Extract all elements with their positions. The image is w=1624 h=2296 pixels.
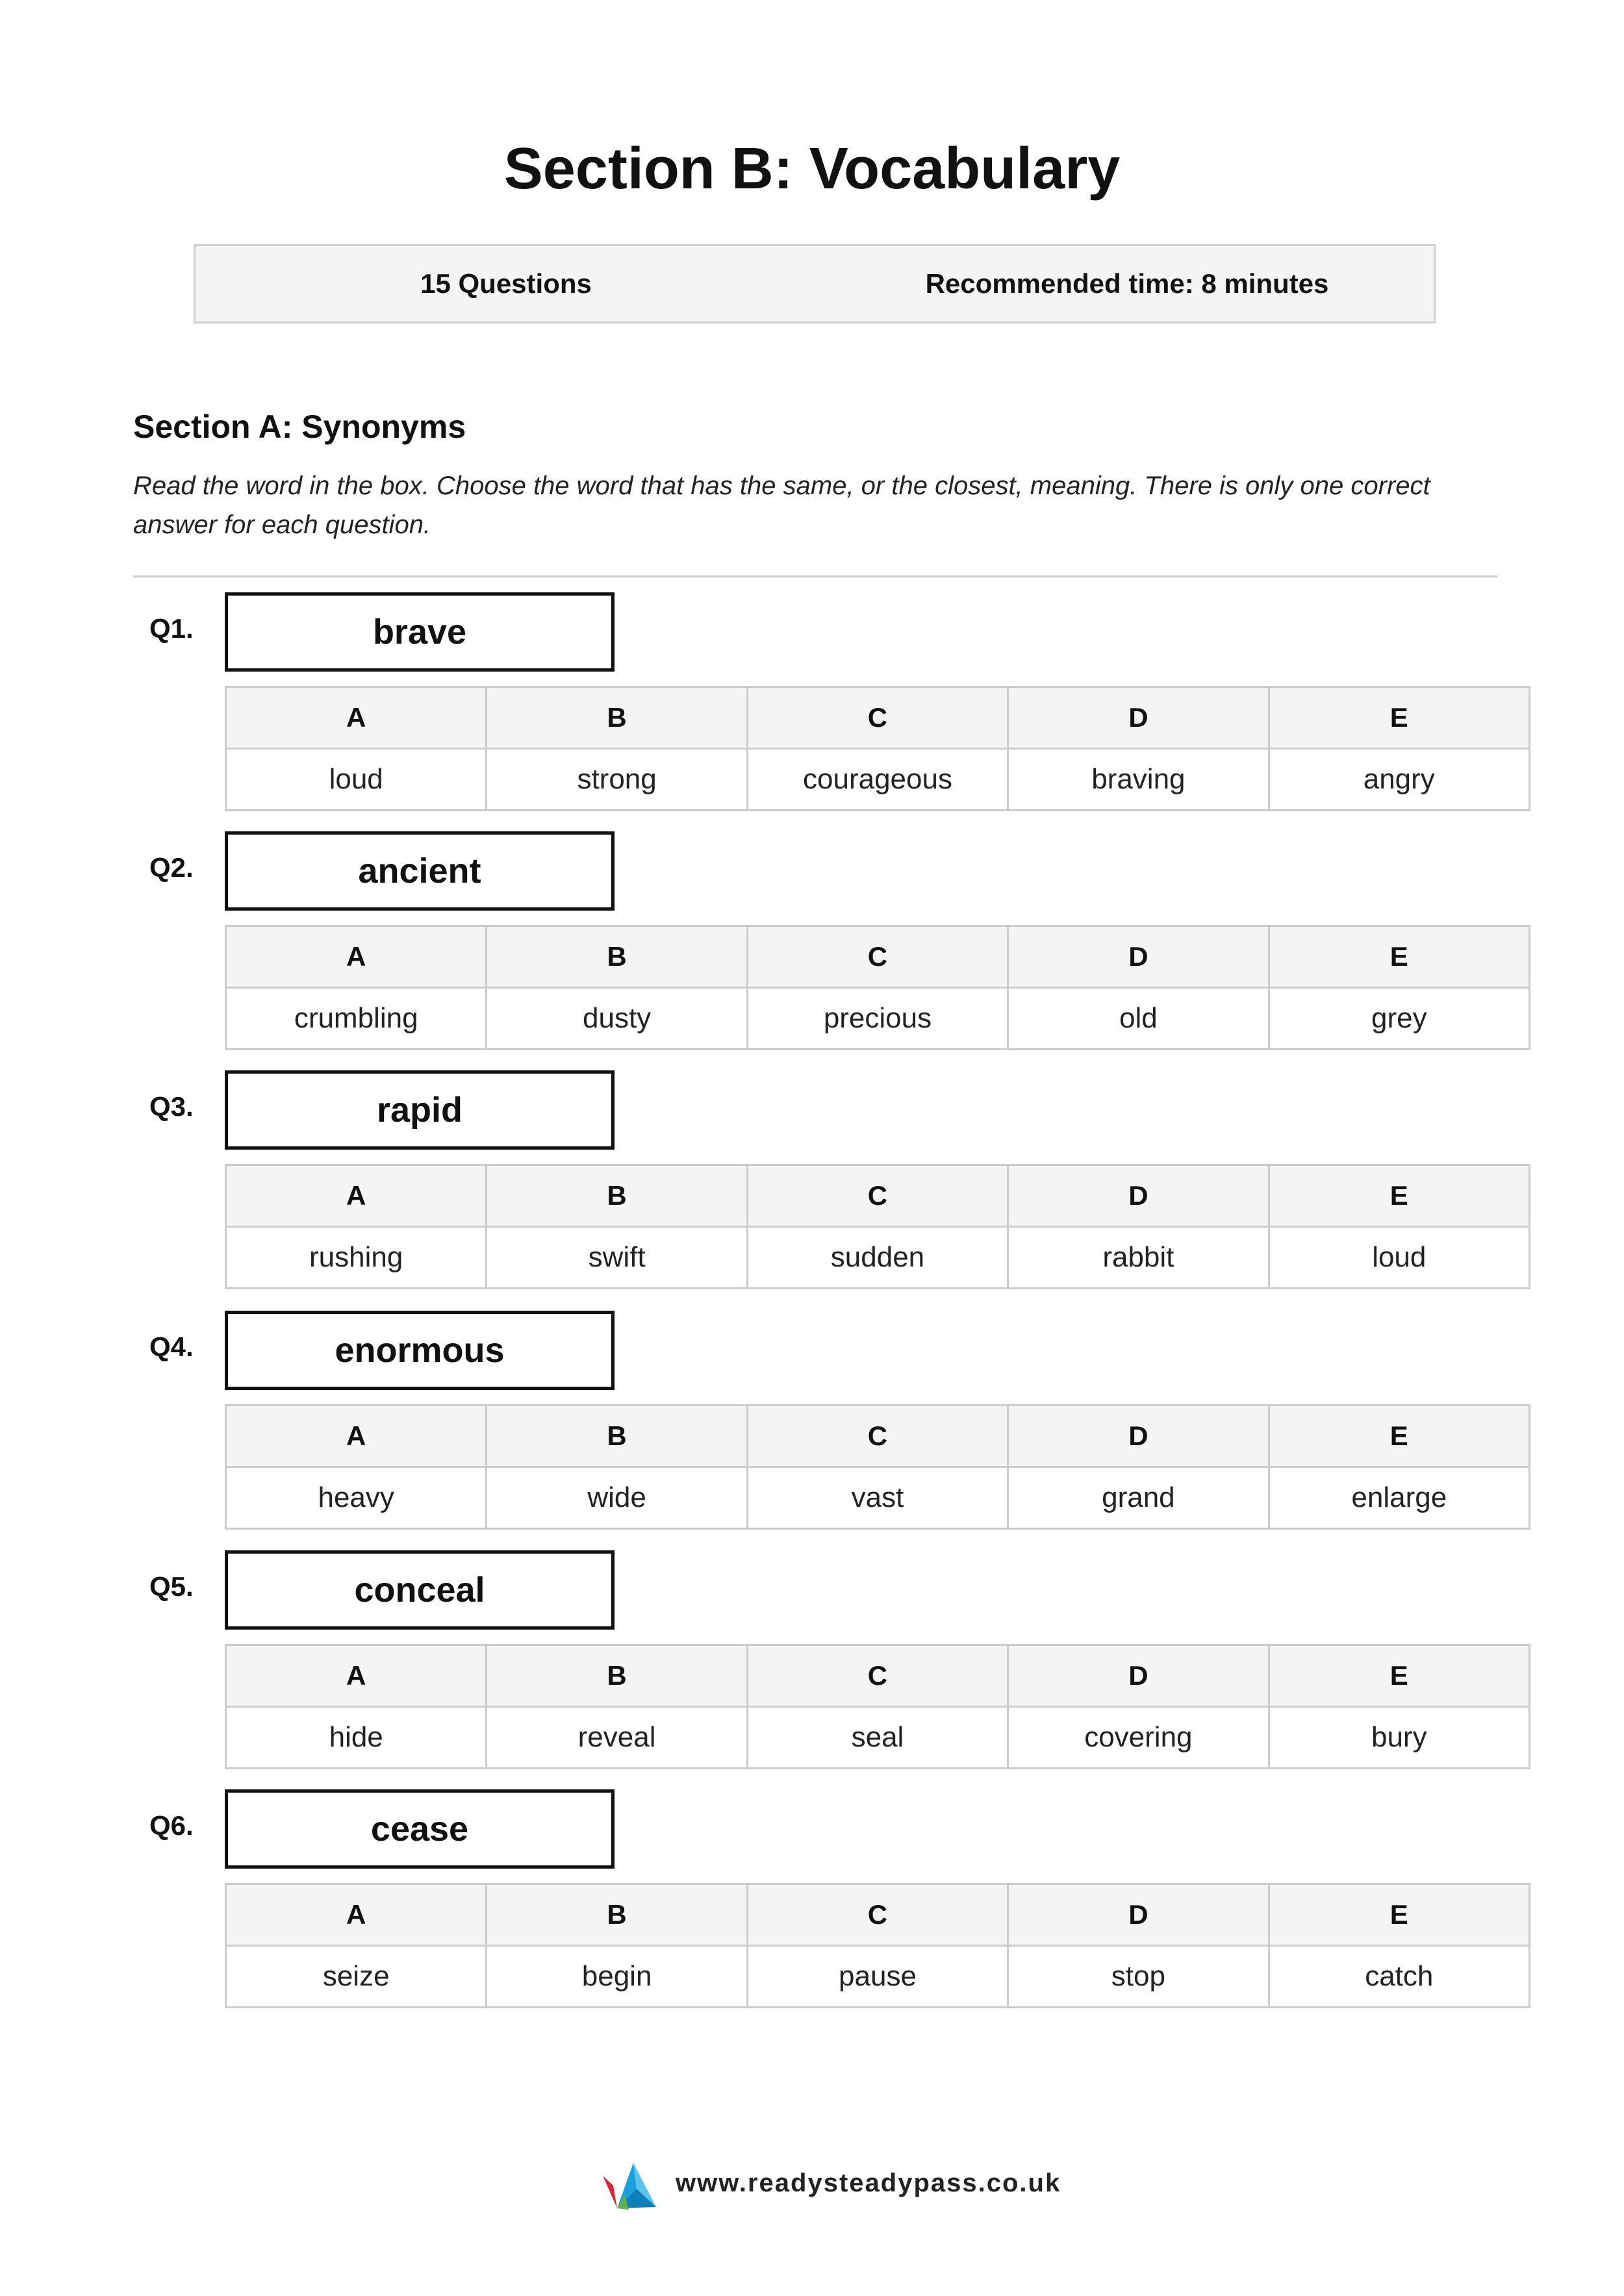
answer-option-b[interactable]: swift	[487, 1227, 747, 1289]
answer-option-c[interactable]: seal	[747, 1707, 1008, 1769]
answer-options-table	[225, 1644, 1530, 1769]
option-letter: C	[747, 1884, 1008, 1946]
option-letter: A	[226, 1645, 487, 1707]
answer-option-a[interactable]: heavy	[226, 1467, 487, 1529]
option-letter: B	[487, 1165, 747, 1227]
option-letter: C	[747, 1645, 1008, 1707]
page-title: Section B: Vocabulary	[503, 136, 1121, 201]
target-word-box: cease	[225, 1789, 615, 1869]
answer-option-d[interactable]: stop	[1008, 1946, 1269, 2008]
answer-options-table	[225, 1883, 1530, 2008]
option-letter: B	[487, 1884, 747, 1946]
question-3	[0, 1070, 1624, 1291]
option-letter: D	[1008, 926, 1269, 988]
crane-head-red	[603, 2176, 617, 2208]
option-letter: A	[226, 1884, 487, 1946]
answer-option-b[interactable]: begin	[487, 1946, 747, 2008]
answer-option-c[interactable]: courageous	[747, 749, 1008, 811]
answer-options-table	[225, 686, 1530, 811]
option-letter: C	[747, 1406, 1008, 1467]
question-label: Q6.	[149, 1810, 194, 1841]
instructions: Read the word in the box. Choose the word that has the same, or the closest, meaning. There is only one correct answer for each question.	[133, 472, 1430, 539]
answer-option-c[interactable]: precious	[747, 988, 1008, 1050]
answer-option-d[interactable]: covering	[1008, 1707, 1269, 1769]
answer-option-e[interactable]: grey	[1269, 988, 1529, 1050]
option-letter: E	[1269, 687, 1529, 749]
option-letter: B	[487, 926, 747, 988]
option-letter: E	[1269, 926, 1529, 988]
answer-option-e[interactable]: catch	[1269, 1946, 1529, 2008]
option-letter: A	[226, 926, 487, 988]
option-letter: A	[226, 1165, 487, 1227]
target-word-box: rapid	[225, 1070, 615, 1150]
answer-option-d[interactable]: braving	[1008, 749, 1269, 811]
option-letter: E	[1269, 1645, 1529, 1707]
target-word-box: conceal	[225, 1550, 615, 1630]
target-word-box: ancient	[225, 831, 615, 911]
answer-option-a[interactable]: crumbling	[226, 988, 487, 1050]
answer-option-d[interactable]: rabbit	[1008, 1227, 1269, 1289]
option-letter: C	[747, 926, 1008, 988]
answer-option-b[interactable]: wide	[487, 1467, 747, 1529]
answer-option-a[interactable]: hide	[226, 1707, 487, 1769]
origami-crane-icon	[598, 2150, 663, 2215]
divider	[133, 575, 1497, 577]
question-count: 15 Questions	[420, 268, 592, 299]
info-box	[194, 244, 1436, 323]
answer-option-a[interactable]: rushing	[226, 1227, 487, 1289]
answer-option-e[interactable]: bury	[1269, 1707, 1529, 1769]
answer-options-table	[225, 1404, 1530, 1530]
question-label: Q5.	[149, 1571, 194, 1602]
answer-option-e[interactable]: enlarge	[1269, 1467, 1529, 1529]
option-letter: D	[1008, 1884, 1269, 1946]
option-letter: C	[747, 1165, 1008, 1227]
question-label: Q1.	[149, 613, 194, 644]
target-word-box: enormous	[225, 1311, 615, 1390]
question-1	[0, 592, 1624, 813]
answer-option-d[interactable]: old	[1008, 988, 1269, 1050]
answer-option-b[interactable]: reveal	[487, 1707, 747, 1769]
option-letter: B	[487, 1406, 747, 1467]
answer-option-a[interactable]: loud	[226, 749, 487, 811]
target-word-box: brave	[225, 592, 615, 672]
option-letter: A	[226, 687, 487, 749]
question-label: Q4.	[149, 1331, 194, 1362]
option-letter: E	[1269, 1884, 1529, 1946]
option-letter: D	[1008, 1406, 1269, 1467]
footer	[598, 2150, 1061, 2215]
answer-options-table	[225, 1164, 1530, 1289]
answer-options-table	[225, 925, 1530, 1050]
question-label: Q2.	[149, 852, 194, 883]
answer-option-e[interactable]: loud	[1269, 1227, 1529, 1289]
question-6	[0, 1789, 1624, 2010]
option-letter: D	[1008, 687, 1269, 749]
answer-option-c[interactable]: sudden	[747, 1227, 1008, 1289]
section-heading: Section A: Synonyms	[133, 409, 466, 445]
option-letter: B	[487, 1645, 747, 1707]
answer-option-b[interactable]: dusty	[487, 988, 747, 1050]
question-2	[0, 831, 1624, 1052]
footer-website-link[interactable]: www.readysteadypass.co.uk	[676, 2169, 1061, 2197]
option-letter: D	[1008, 1645, 1269, 1707]
question-4	[0, 1311, 1624, 1532]
answer-option-b[interactable]: strong	[487, 749, 747, 811]
answer-option-e[interactable]: angry	[1269, 749, 1529, 811]
question-label: Q3.	[149, 1091, 194, 1122]
option-letter: B	[487, 687, 747, 749]
option-letter: A	[226, 1406, 487, 1467]
answer-option-d[interactable]: grand	[1008, 1467, 1269, 1529]
option-letter: D	[1008, 1165, 1269, 1227]
answer-option-c[interactable]: pause	[747, 1946, 1008, 2008]
answer-option-a[interactable]: seize	[226, 1946, 487, 2008]
answer-option-c[interactable]: vast	[747, 1467, 1008, 1529]
recommended-time: Recommended time: 8 minutes	[925, 268, 1329, 299]
option-letter: C	[747, 687, 1008, 749]
option-letter: E	[1269, 1406, 1529, 1467]
option-letter: E	[1269, 1165, 1529, 1227]
question-5	[0, 1550, 1624, 1771]
